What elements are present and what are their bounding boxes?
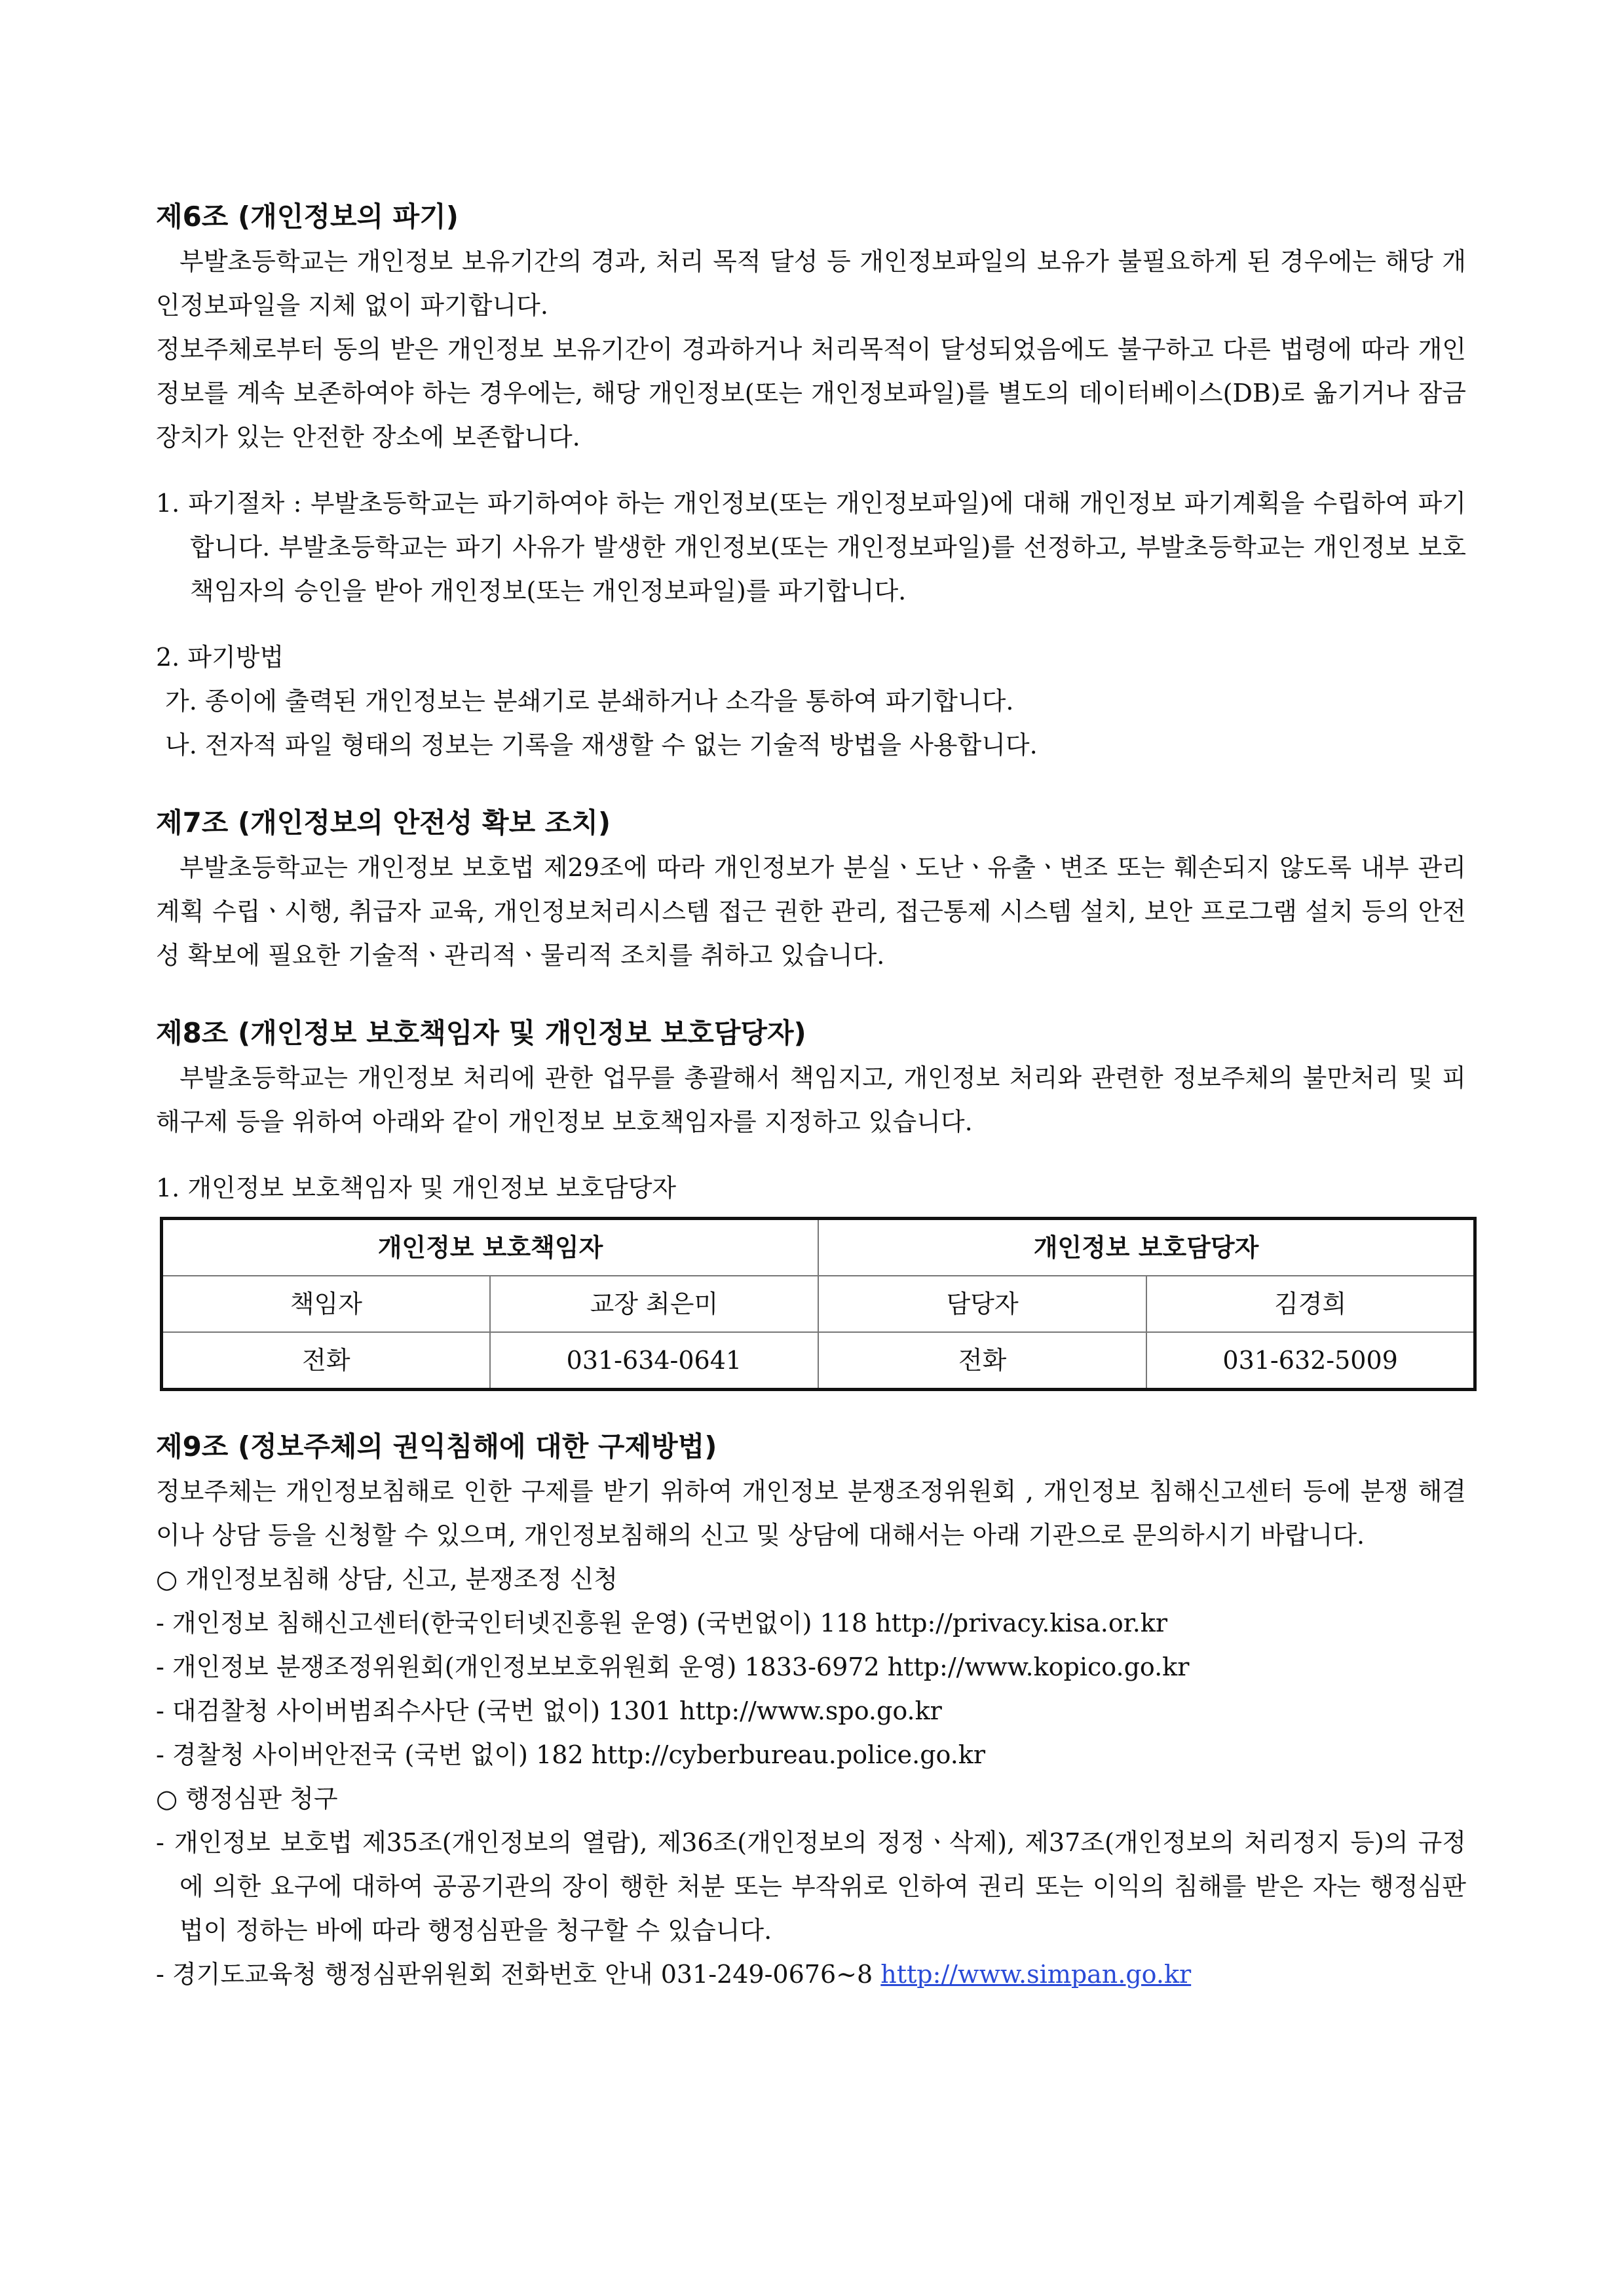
consultation-group-title: ○ 개인정보침해 상담, 신고, 분쟁조정 신청 xyxy=(156,1565,618,1594)
list-item: - 대검찰청 사이버범죄수사단 (국번 없이) 1301 http://www.spo.go.kr xyxy=(156,1696,942,1725)
list-item: - 경찰청 사이버안전국 (국번 없이) 182 http://cyberbureau.police.go.kr xyxy=(156,1740,986,1769)
article-7-heading: 제7조 (개인정보의 안전성 확보 조치) xyxy=(156,807,611,839)
article-9-paragraph: 정보주체는 개인정보침해로 인한 구제를 받기 위하여 개인정보 분쟁조정위원회 , 개인정보 침해신고센터 등에 분쟁 해결이나 상담 등을 신청할 수 있으며, 개인정보침해의 신고 및 상담에 대해서는 아래 기관으로 문의하시기 바랍니다. xyxy=(156,1477,1466,1550)
list-item: - 개인정보 보호법 제35조(개인정보의 열람), 제36조(개인정보의 정정ㆍ삭제), 제37조(개인정보의 처리정지 등)의 규정에 의한 요구에 대하여 공공기관의 장이 행한 처분 또는 부작위로 인하여 권리 또는 이익의 침해를 받은 자는 행정심판법이 정하는 바에 따라 행정심판을 청구할 수 있습니다. xyxy=(156,1828,1466,1945)
document-body xyxy=(156,194,1466,1997)
list-item: - 개인정보 침해신고센터(한국인터넷진흥원 운영) (국번없이) 118 http://privacy.kisa.or.kr xyxy=(156,1609,1167,1637)
privacy-officer-table xyxy=(160,1217,1477,1391)
table-cell: 031-634-0641 xyxy=(490,1332,818,1390)
article-7-paragraph: 부발초등학교는 개인정보 보호법 제29조에 따라 개인정보가 분실ㆍ도난ㆍ유출ㆍ변조 또는 훼손되지 않도록 내부 관리계획 수립ㆍ시행, 취급자 교육, 개인정보처리시스템 접근 권한 관리, 접근통제 시스템 설치, 보안 프로그램 설치 등의 안전성 확보에 필요한 기술적ㆍ관리적ㆍ물리적 조치를 취하고 있습니다. xyxy=(156,853,1466,970)
table-header-officer: 개인정보 보호책임자 xyxy=(162,1219,819,1276)
article-6-paragraph-1: 부발초등학교는 개인정보 보유기간의 경과, 처리 목적 달성 등 개인정보파일의 보유가 불필요하게 된 경우에는 해당 개인정보파일을 지체 없이 파기합니다. xyxy=(156,247,1466,320)
list-item: - 개인정보 분쟁조정위원회(개인정보보호위원회 운영) 1833-6972 http://www.kopico.go.kr xyxy=(156,1653,1190,1681)
table-cell: 책임자 xyxy=(162,1276,490,1332)
article-9-heading: 제9조 (정보주체의 권익침해에 대한 구제방법) xyxy=(156,1430,717,1463)
simpan-link[interactable]: http://www.simpan.go.kr xyxy=(880,1960,1192,1989)
simpan-contact-text: - 경기도교육청 행정심판위원회 전화번호 안내 031-249-0676~8 xyxy=(156,1960,881,1989)
list-item xyxy=(156,1953,1466,1997)
table-cell: 김경희 xyxy=(1146,1276,1475,1332)
table-cell: 교장 최은미 xyxy=(490,1276,818,1332)
table-header-row xyxy=(162,1219,1475,1276)
contacts-table-caption: 1. 개인정보 보호책임자 및 개인정보 보호담당자 xyxy=(156,1174,677,1202)
destruction-method-paper: 가. 종이에 출력된 개인정보는 분쇄기로 분쇄하거나 소각을 통하여 파기합니다. xyxy=(165,687,1014,716)
table-cell: 031-632-5009 xyxy=(1146,1332,1475,1390)
appeal-group-title: ○ 행정심판 청구 xyxy=(156,1784,338,1813)
table-row xyxy=(162,1332,1475,1390)
table-cell: 담당자 xyxy=(818,1276,1146,1332)
destruction-procedure-item: 1. 파기절차 : 부발초등학교는 파기하여야 하는 개인정보(또는 개인정보파일)에 대해 개인정보 파기계획을 수립하여 파기합니다. 부발초등학교는 파기 사유가 발생한 개인정보(또는 개인정보파일)를 선정하고, 부발초등학교는 개인정보 보호책임자의 승인을 받아 개인정보(또는 개인정보파일)를 파기합니다. xyxy=(156,489,1466,605)
article-6-heading: 제6조 (개인정보의 파기) xyxy=(156,201,459,233)
article-6-paragraph-2: 정보주체로부터 동의 받은 개인정보 보유기간이 경과하거나 처리목적이 달성되었음에도 불구하고 다른 법령에 따라 개인정보를 계속 보존하여야 하는 경우에는, 해당 개인정보(또는 개인정보파일)를 별도의 데이터베이스(DB)로 옮기거나 잠금장치가 있는 안전한 장소에 보존합니다. xyxy=(156,335,1466,451)
destruction-method-title: 2. 파기방법 xyxy=(156,643,284,672)
table-cell: 전화 xyxy=(818,1332,1146,1390)
table-cell: 전화 xyxy=(162,1332,490,1390)
table-row xyxy=(162,1276,1475,1332)
destruction-method-electronic: 나. 전자적 파일 형태의 정보는 기록을 재생할 수 없는 기술적 방법을 사용합니다. xyxy=(165,731,1038,759)
article-8-heading: 제8조 (개인정보 보호책임자 및 개인정보 보호담당자) xyxy=(156,1017,806,1049)
article-8-paragraph: 부발초등학교는 개인정보 처리에 관한 업무를 총괄해서 책임지고, 개인정보 처리와 관련한 정보주체의 불만처리 및 피해구제 등을 위하여 아래와 같이 개인정보 보호책임자를 지정하고 있습니다. xyxy=(156,1063,1466,1136)
table-header-manager: 개인정보 보호담당자 xyxy=(818,1219,1475,1276)
